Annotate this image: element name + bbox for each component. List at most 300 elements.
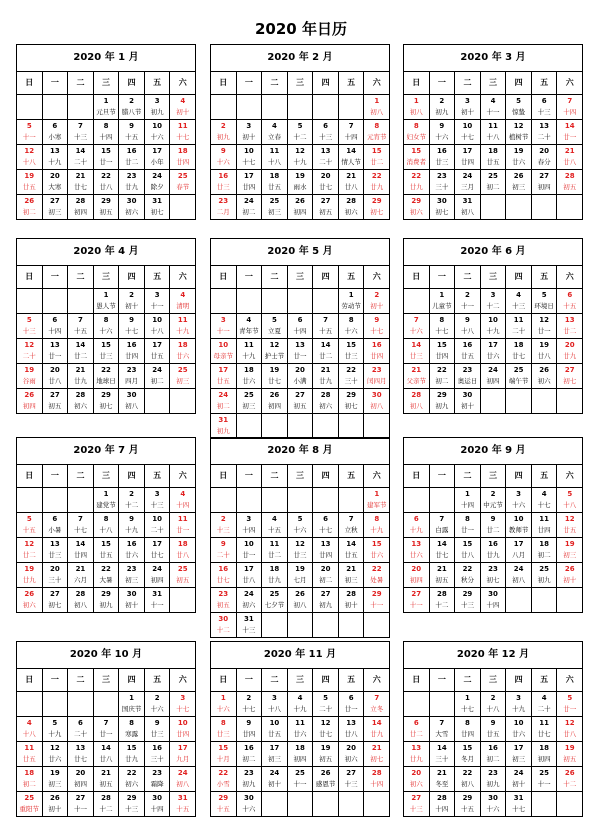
day-number: 16 — [462, 341, 473, 349]
lunar-label: 小雪 — [216, 780, 230, 788]
day-cell — [339, 588, 365, 612]
day-cell — [557, 767, 582, 791]
lunar-label: 儿童节 — [432, 302, 452, 310]
empty-cell — [288, 414, 314, 438]
lunar-label: 十一 — [370, 601, 384, 609]
empty-cell — [404, 692, 430, 716]
lunar-label: 二十 — [537, 705, 551, 713]
lunar-label: 立夏 — [267, 327, 281, 335]
lunar-label: 初八 — [176, 780, 190, 788]
day-cell — [17, 314, 43, 338]
empty-cell — [430, 488, 456, 512]
day-cell — [481, 742, 507, 766]
empty-cell — [17, 289, 43, 313]
day-cell — [17, 767, 43, 791]
day-cell — [170, 767, 195, 791]
day-cell — [455, 538, 481, 562]
day-cell — [339, 742, 365, 766]
weekday-label: 一 — [430, 266, 456, 288]
day-number: 9 — [490, 515, 496, 523]
day-number: 10 — [513, 515, 524, 523]
day-cell — [94, 767, 120, 791]
day-number: 10 — [152, 122, 163, 130]
day-number: 11 — [539, 719, 550, 727]
lunar-label: 初四 — [73, 780, 87, 788]
week-row — [17, 563, 195, 588]
lunar-label: 初六 — [319, 402, 333, 410]
day-number: 18 — [243, 366, 254, 374]
day-number: 16 — [488, 540, 498, 548]
lunar-label: 十九 — [48, 730, 62, 738]
lunar-label: 廿三 — [48, 551, 62, 559]
lunar-label: 廿一 — [537, 327, 551, 335]
day-number: 27 — [564, 366, 575, 374]
day-cell — [339, 389, 365, 413]
weekday-header — [211, 72, 389, 95]
day-cell — [170, 289, 195, 313]
lunar-label: 二十 — [216, 551, 230, 559]
day-cell — [288, 339, 314, 363]
day-number: 14 — [411, 341, 422, 349]
lunar-label: 初四 — [409, 576, 423, 584]
day-cell — [430, 538, 456, 562]
day-number: 20 — [49, 366, 60, 374]
day-number: 12 — [49, 744, 60, 752]
weekday-label: 日 — [211, 669, 237, 691]
day-number: 6 — [348, 694, 354, 702]
empty-cell — [237, 488, 263, 512]
day-cell — [288, 692, 314, 716]
lunar-label: 廿五 — [267, 730, 281, 738]
lunar-label: 十一 — [486, 108, 500, 116]
lunar-label: 十四 — [242, 526, 256, 534]
lunar-label: 初二 — [242, 755, 256, 763]
lunar-label: 初十 — [460, 108, 474, 116]
day-cell — [557, 742, 582, 766]
empty-cell — [262, 613, 288, 637]
lunar-label: 国庆节 — [121, 705, 142, 713]
day-cell — [262, 389, 288, 413]
lunar-label: 廿一 — [344, 705, 358, 713]
day-cell — [532, 742, 558, 766]
day-number: 24 — [269, 769, 280, 777]
month-title: 2020 年 12 月 — [404, 642, 582, 669]
day-number: 17 — [152, 540, 163, 548]
day-number: 11 — [513, 316, 524, 324]
day-number: 29 — [436, 391, 447, 399]
day-cell — [119, 145, 145, 169]
day-number: 5 — [297, 515, 303, 523]
day-cell — [455, 170, 481, 194]
day-number: 19 — [320, 744, 331, 752]
lunar-label: 十四 — [563, 108, 577, 116]
day-number: 15 — [101, 341, 111, 349]
lunar-label: 十四 — [344, 133, 358, 141]
day-number: 2 — [220, 515, 226, 523]
week-row — [404, 145, 582, 170]
day-number: 15 — [436, 341, 447, 349]
day-cell — [170, 717, 195, 741]
week-row — [211, 792, 389, 816]
lunar-label: 十六 — [409, 327, 423, 335]
day-cell — [145, 120, 171, 144]
day-cell — [43, 170, 69, 194]
lunar-label: 十八 — [22, 158, 36, 166]
day-cell — [532, 364, 558, 388]
lunar-label: 十三 — [150, 501, 164, 509]
lunar-label: 大暑 — [99, 576, 113, 584]
day-number: 25 — [513, 366, 524, 374]
day-number: 11 — [269, 540, 280, 548]
day-cell — [557, 170, 582, 194]
day-cell — [94, 289, 120, 313]
lunar-label: 初四 — [73, 208, 87, 216]
lunar-label: 廿二 — [22, 551, 36, 559]
day-number: 16 — [152, 744, 163, 752]
lunar-label: 十九 — [293, 158, 307, 166]
day-number: 17 — [243, 565, 254, 573]
lunar-label: 廿九 — [73, 377, 87, 385]
week-row — [17, 289, 195, 314]
lunar-label: 廿七 — [150, 551, 164, 559]
day-cell — [43, 145, 69, 169]
lunar-label: 廿五 — [267, 183, 281, 191]
lunar-label: 初二 — [22, 208, 36, 216]
lunar-label: 十八 — [563, 501, 577, 509]
day-cell — [17, 195, 43, 219]
day-cell — [211, 767, 237, 791]
day-number: 19 — [513, 147, 524, 155]
week-row — [211, 289, 389, 314]
day-number: 7 — [439, 719, 445, 727]
day-cell — [43, 314, 69, 338]
day-number: 4 — [272, 122, 277, 130]
week-row — [404, 364, 582, 389]
day-cell — [455, 767, 481, 791]
day-number: 16 — [243, 744, 254, 752]
weekday-label: 二 — [455, 465, 481, 487]
weekday-label: 六 — [178, 78, 187, 87]
lunar-label: 十五 — [22, 526, 36, 534]
day-cell — [557, 289, 582, 313]
day-cell — [211, 195, 237, 219]
day-number: 26 — [24, 590, 35, 598]
weekday-label: 三 — [288, 72, 314, 94]
empty-cell — [262, 95, 288, 119]
empty-cell — [94, 692, 120, 716]
lunar-label: 小暑 — [48, 526, 62, 534]
empty-cell — [170, 195, 195, 219]
day-number: 9 — [220, 540, 226, 548]
lunar-label: 初十 — [48, 805, 62, 813]
day-number: 24 — [218, 391, 229, 399]
day-number: 26 — [269, 391, 280, 399]
day-number: 27 — [295, 391, 305, 399]
lunar-label: 十六 — [216, 705, 230, 713]
lunar-label: 十八 — [99, 526, 113, 534]
week-row — [17, 767, 195, 792]
day-number: 13 — [411, 540, 422, 548]
lunar-label: 初十 — [563, 576, 577, 584]
day-number: 6 — [323, 515, 329, 523]
lunar-label: 清明 — [176, 302, 190, 310]
day-cell — [211, 563, 237, 587]
day-cell — [170, 145, 195, 169]
month-calendar — [16, 238, 196, 414]
weekday-label: 五 — [339, 72, 365, 94]
day-cell — [506, 170, 532, 194]
day-cell — [430, 767, 456, 791]
day-number: 3 — [246, 122, 252, 130]
week-row — [404, 389, 582, 413]
weekday-label: 三 — [481, 72, 507, 94]
day-number: 13 — [320, 147, 331, 155]
day-number: 28 — [564, 172, 575, 180]
month-calendar — [210, 437, 390, 638]
weekday-label: 二 — [68, 465, 94, 487]
day-number: 10 — [488, 316, 498, 324]
day-number: 25 — [269, 197, 280, 205]
day-number: 2 — [246, 694, 252, 702]
lunar-label: 廿九 — [370, 730, 384, 738]
empty-cell — [532, 792, 558, 816]
lunar-label: 初八 — [370, 108, 384, 116]
lunar-label: 初七 — [99, 402, 113, 410]
day-cell — [506, 767, 532, 791]
lunar-label: 廿九 — [563, 352, 577, 360]
weekday-label: 二 — [262, 465, 288, 487]
day-number: 19 — [539, 341, 550, 349]
day-cell — [339, 767, 365, 791]
lunar-label: 廿五 — [22, 755, 36, 763]
day-cell — [17, 170, 43, 194]
empty-cell — [237, 289, 263, 313]
lunar-label: 元宵节 — [367, 133, 387, 141]
day-number: 18 — [24, 769, 35, 777]
week-row — [211, 538, 389, 563]
day-cell — [364, 314, 389, 338]
lunar-label: 十九 — [370, 526, 384, 534]
day-number: 2 — [490, 694, 496, 702]
day-number: 20 — [346, 744, 357, 752]
day-cell — [288, 364, 314, 388]
month-title: 2020 年 5 月 — [211, 239, 389, 266]
day-number: 4 — [541, 694, 547, 702]
day-number: 23 — [243, 769, 254, 777]
day-cell — [339, 195, 365, 219]
day-number: 8 — [129, 719, 135, 727]
day-number: 7 — [439, 515, 445, 523]
lunar-label: 初六 — [344, 208, 358, 216]
lunar-label: 初五 — [563, 755, 577, 763]
day-cell — [262, 195, 288, 219]
lunar-label: 二十 — [537, 133, 551, 141]
lunar-label: 廿八 — [242, 576, 256, 584]
lunar-label: 廿七 — [216, 576, 230, 584]
lunar-label: 十四 — [150, 805, 164, 813]
day-cell — [170, 95, 195, 119]
day-cell — [68, 364, 94, 388]
week-row — [211, 613, 389, 637]
day-cell — [455, 692, 481, 716]
day-number: 29 — [462, 590, 473, 598]
day-cell — [364, 488, 389, 512]
day-number: 3 — [490, 291, 496, 299]
lunar-label: 初六 — [125, 780, 139, 788]
day-number: 9 — [374, 316, 380, 324]
day-number: 29 — [371, 590, 382, 598]
empty-cell — [43, 488, 69, 512]
lunar-label: 初四 — [267, 402, 281, 410]
day-cell — [119, 170, 145, 194]
lunar-label: 十三 — [216, 526, 230, 534]
day-number: 3 — [180, 694, 186, 702]
day-number: 9 — [465, 316, 470, 324]
day-cell — [532, 717, 558, 741]
lunar-label: 大雪 — [435, 730, 449, 738]
day-number: 20 — [564, 341, 575, 349]
lunar-label: 寒露 — [125, 730, 139, 738]
day-cell — [17, 145, 43, 169]
lunar-label: 三十 — [344, 377, 358, 385]
day-cell — [532, 488, 558, 512]
day-number: 11 — [24, 744, 35, 752]
lunar-label: 初四 — [293, 208, 307, 216]
day-number: 10 — [462, 122, 473, 130]
day-cell — [94, 364, 120, 388]
day-number: 19 — [564, 744, 575, 752]
lunar-label: 消费者 — [406, 158, 427, 166]
day-cell — [262, 538, 288, 562]
day-number: 19 — [24, 366, 35, 374]
day-number: 25 — [24, 794, 35, 802]
day-cell — [404, 170, 430, 194]
day-cell — [17, 513, 43, 537]
day-number: 14 — [436, 744, 447, 752]
day-cell — [455, 389, 481, 413]
day-cell — [17, 792, 43, 816]
day-cell — [313, 339, 339, 363]
day-number: 11 — [243, 341, 254, 349]
lunar-label: 二十 — [22, 352, 36, 360]
weekday-label: 四 — [119, 266, 145, 288]
day-cell — [455, 145, 481, 169]
lunar-label: 廿九 — [125, 183, 139, 191]
week-row — [211, 563, 389, 588]
day-cell — [43, 717, 69, 741]
day-cell — [339, 538, 365, 562]
weekday-label: 三 — [288, 669, 314, 691]
day-number: 14 — [564, 122, 575, 130]
lunar-label: 廿四 — [242, 183, 256, 191]
week-row — [211, 145, 389, 170]
weekday-label: 三 — [288, 266, 314, 288]
day-cell — [288, 120, 314, 144]
day-cell — [262, 767, 288, 791]
day-cell — [557, 717, 582, 741]
empty-cell — [506, 588, 532, 612]
day-number: 30 — [126, 197, 137, 205]
lunar-label: 护士节 — [264, 352, 285, 360]
empty-cell — [211, 488, 237, 512]
week-row — [17, 692, 195, 717]
weekday-label: 二 — [68, 669, 94, 691]
lunar-label: 三月 — [460, 183, 474, 191]
day-cell — [119, 563, 145, 587]
lunar-label: 廿四 — [176, 158, 190, 166]
day-number: 8 — [374, 515, 380, 523]
day-cell — [237, 170, 263, 194]
weekday-label: 四 — [313, 266, 339, 288]
day-number: 12 — [269, 341, 280, 349]
day-number: 10 — [243, 147, 254, 155]
day-number: 6 — [52, 316, 58, 324]
lunar-label: 春节 — [176, 183, 190, 191]
week-row — [211, 195, 389, 219]
lunar-label: 十七 — [176, 133, 190, 141]
day-cell — [94, 195, 120, 219]
day-cell — [557, 513, 582, 537]
day-number: 5 — [567, 490, 573, 498]
lunar-label: 初六 — [409, 780, 423, 788]
day-number: 30 — [488, 590, 498, 598]
day-cell — [68, 563, 94, 587]
day-cell — [211, 513, 237, 537]
weekday-label: 四 — [313, 72, 339, 94]
day-cell — [339, 513, 365, 537]
week-row — [404, 692, 582, 717]
lunar-label: 二十 — [73, 158, 87, 166]
weekday-label: 五 — [339, 266, 365, 288]
day-cell — [17, 339, 43, 363]
day-number: 10 — [269, 719, 280, 727]
lunar-label: 小年 — [150, 158, 164, 166]
day-cell — [43, 767, 69, 791]
lunar-label: 处暑 — [370, 576, 384, 584]
empty-cell — [288, 613, 314, 637]
empty-cell — [557, 792, 582, 816]
day-number: 31 — [462, 197, 473, 205]
day-number: 27 — [411, 590, 422, 598]
lunar-label: 初四 — [537, 755, 551, 763]
lunar-label: 初七 — [370, 755, 384, 763]
lunar-label: 廿九 — [370, 183, 384, 191]
empty-cell — [557, 389, 582, 413]
day-number: 6 — [413, 515, 419, 523]
day-number: 25 — [488, 172, 498, 180]
day-cell — [211, 339, 237, 363]
lunar-label: 廿九 — [267, 576, 281, 584]
day-cell — [211, 742, 237, 766]
day-number: 23 — [371, 366, 382, 374]
lunar-label: 十三 — [537, 108, 551, 116]
week-row — [404, 314, 582, 339]
lunar-label: 廿一 — [460, 526, 474, 534]
day-cell — [557, 692, 582, 716]
empty-cell — [211, 289, 237, 313]
day-cell — [557, 145, 582, 169]
day-cell — [211, 792, 237, 816]
day-number: 3 — [154, 97, 160, 105]
day-number: 6 — [541, 97, 547, 105]
lunar-label: 十五 — [267, 526, 281, 534]
lunar-label: 十九 — [48, 158, 62, 166]
lunar-label: 十月 — [216, 755, 230, 763]
lunar-label: 十八 — [267, 705, 281, 713]
week-row — [211, 339, 389, 364]
weekday-header — [17, 465, 195, 488]
lunar-label: 初四 — [293, 755, 307, 763]
